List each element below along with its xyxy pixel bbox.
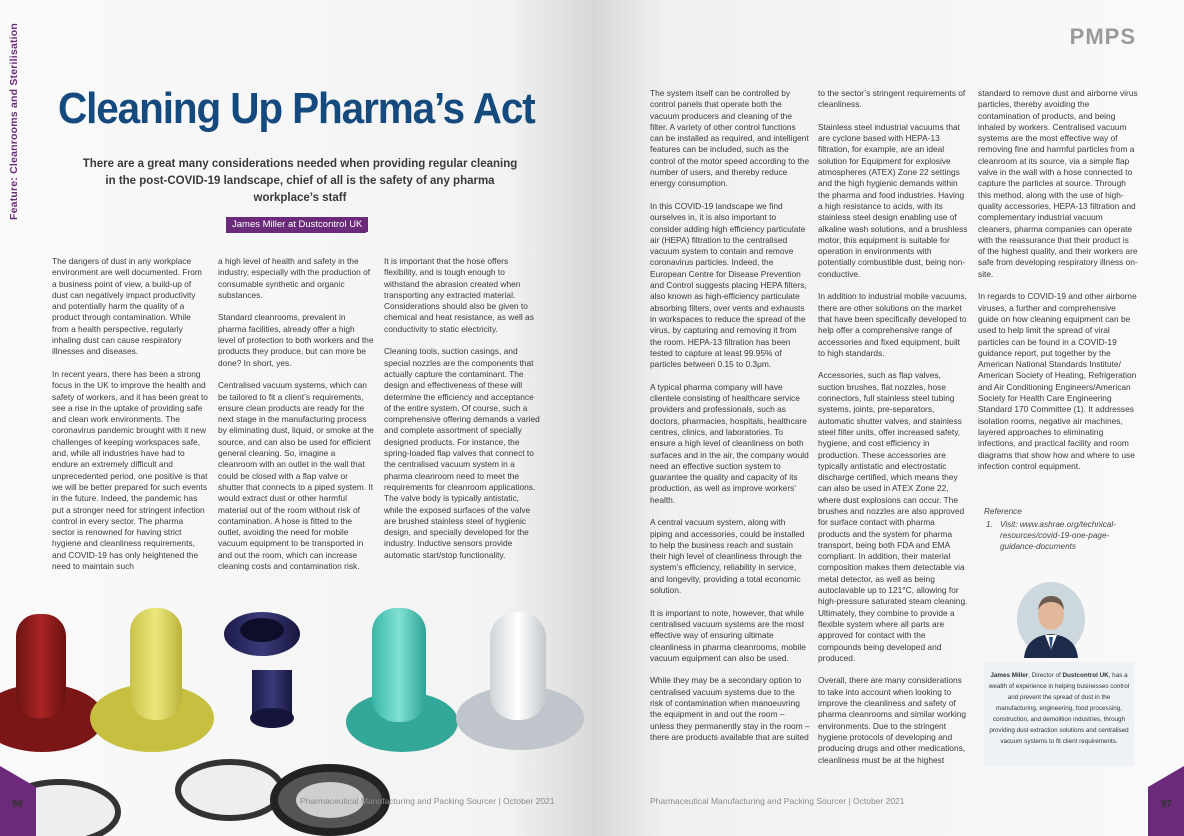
paragraph: A central vacuum system, along with piping and accessories, could be installed to help the business reach and sustain their high level of cleanliness through the system’s efficiency, reliability in service, and longevity, providing a total economic solution. [650,517,805,596]
author-bio [984,662,1134,766]
bio-name: James Miller [990,672,1029,679]
page-number: 96 [12,799,24,810]
paragraph: It is important to note, however, that while centralised vacuum systems are the most effective way of ensuring ultimate cleanliness in pharma cleanrooms, mobile vacuum equipment can also be used. [650,607,806,663]
body-column-2 [218,256,374,584]
paragraph: A typical pharma company will have clientele consisting of healthcare service providers and professionals, such as doctors, pharmacies, hospitals, healthcare centres, clinics, and laboratories. To ensure a high level of cleanliness on both surfaces and in the air, the company would need an effective suction system to guarantee the quality and capacity of its production, as well as improve workers’ health. [650,381,809,505]
reference-item [984,519,1144,552]
paragraph: The dangers of dust in any workplace environment are well documented. From a business point of view, a build-up of dust can negatively impact productivity and potentially harm the quality of a product through contamination. While from a health perspective, regularly inhaling dust can cause respiratory illnesses and diseases. [52,256,202,357]
paragraph: Centralised vacuum systems, which can be tailored to fit a client’s requirements, ensure clean products are ready for the next stage in the manufacturing process by eliminating dust, liquid, or smoke at the source, and can also be used for efficient general cleaning. So, imagine a cleanroom with an outlet in the wall that could be closed with a flap valve or shutter that connects to a piped system. It would extract dust or other harmful material out of the room without risk of contamination. A hose is fitted to the outlet, avoiding the need for mobile vacuum equipment to be transported in and out the room, which can increase cleaning costs and contamination risk. [218,380,374,572]
body-column-6 [978,88,1138,483]
reference-block [984,506,1144,552]
reference-heading: Reference [984,507,1022,516]
reference-link[interactable]: Visit: www.ashrae.org/technical-resources/covid-19-one-page-guidance-documents [1000,520,1116,551]
section-label-text: Feature: Cleanrooms and Sterilisation [8,22,20,220]
right-page [592,0,1184,836]
bio-company: Dustcontrol UK [1062,672,1109,679]
paragraph: Stainless steel industrial vacuums that are cyclone based with HEPA-13 filtration, for example, are an ideal solution for Equipment for explosive atmospheres (ATEX) Zone 22 settings and the high hygienic demands within the pharma and food industries. Having a high resistance to acids, with its stainless steel design enabling use of alkaline wash solutions, and a brushless motor, this equipment is suitable for operation in environments with potentially combustible dust, being non-conductive. [818,121,968,279]
article-standfirst: There are a great many considerations needed when providing regular cleaning in the post-COVID-19 landscape, chief of all is the safety of any pharma workplace’s staff [82,158,518,204]
paragraph: Overall, there are many considerations to take into account when looking to improve the cleanliness and safety of pharma cleanrooms and similar working environments. Due to the stringent hygiene protocols of developing and producing drugs and other medications, cleanliness must be at the highest [818,675,967,765]
section-label [8,20,22,220]
paragraph: The system itself can be controlled by control panels that operate both the vacuum producers and cleaning of the filter. A variety of other control functions can be installed as required, and intelligent features can be included, such as the control of the motor speed according to the number of users, and thereby reduce energy consumption. [650,88,810,189]
paragraph: to the sector’s stringent requirements of cleanliness. [818,88,966,110]
page-footer: Pharmaceutical Manufacturing and Packing Sourcer | October 2021 [300,796,555,806]
author-portrait [1016,580,1086,658]
author-byline: James Miller at Dustcontrol UK [226,217,368,232]
paragraph: In regards to COVID-19 and other airborne viruses, a further and comprehensive guide on how cleaning equipment can be used to help limit the spread of viral particles can be found in a COVID-19 guidance report, put together by the American National Standards Institute/ American Society of Heating, Refrigeration and Air Conditioning Engineers/American Society for Health Care Engineering Standard 170 Committee (1). It addresses isolation rooms, negative air machines, layered approaches to eliminating infections, and practical facility and room diagrams that show how and where to use infection control equipment. [978,291,1137,471]
publication-logo: PMPS [1069,24,1136,49]
bio-text-2: , has a wealth of experience in helping businesses control and prevent the spread of dust in the manufacturing, engineering, food processing, construction, and demolition industries, through providing dust extraction solutions and centralised vacuum systems to fit client requirements. [988,672,1130,745]
paragraph: Accessories, such as flap valves, suction brushes, flat nozzles, hose connectors, full stainless steel tubing systems, joints, pre-separators, automatic shutter valves, and stainless steel filter units, offer increased safety, hygiene, and cost efficiency in production. These accessories are typically antistatic and electrostatic discharge certified, which means they can also be used in ATEX Zone 22, where dust explosions can occur. The brushes and nozzles are also approved for surface contact with pharma products and the system for pharma transport, being both FDA and EMA compliant. In addition, their material composition makes them detectable via metal detector, as well as being autoclavable up to 121°C, allowing for high-pressure saturated steam cleaning. Ultimately, they combine to provide a flexible system where all parts are approved for contact with the compounds being developed and produced. [818,370,968,663]
paragraph: In recent years, there has been a strong focus in the UK to improve the health and safety of workers, and it has been great to see a rise in the uptake of providing safe and clean work environments. The coronavirus pandemic brought with it new challenges of keeping workspaces safe, and, while all industries have had to endure an extremely difficult and unprecedented period, one positive is that we will be better prepared for such events in the future. Indeed, the pandemic has put a stronger need for stringent infection control in every sector. The pharma sector is renowned for having strict hygiene and cleanliness requirements, and COVID-19 has only heightened the need to maintain such [52,368,208,572]
byline-rule [226,232,366,233]
paragraph: standard to remove dust and airborne virus particles, thereby avoiding the contamination of products, and being inhaled by workers. Centralised vacuum systems are the most effective way of removing fine and harmful particles from a cleanroom at its source, via a simple flap valve in the wall with a hose connected to capture the particles at source. Through this method, along with the use of high-quality accessories, HEPA-13 filtration and complementary industrial vacuum cleaners, pharma companies can operate with the reassurance that their product is of the highest quality, and their workers are safe from developing respiratory illness on-site. [978,88,1138,279]
bio-text-1: , Director of [1028,672,1063,679]
page-footer: Pharmaceutical Manufacturing and Packing Sourcer | October 2021 [650,796,905,806]
paragraph: In addition to industrial mobile vacuums, there are other solutions on the market that have been specifically developed to help offer a comprehensive range of accessories and fixed equipment, built to high standards. [818,291,967,358]
paragraph: In this COVID-19 landscape we find ourselves in, it is also important to consider adding high efficiency particulate air (HEPA) filtration to the centralised vacuum system to contain and remove coronavirus particles. Indeed, the European Centre for Disease Prevention and Control suggests placing HEPA filters, also known as high-efficiency particulate absorbing filters, over vents and exhausts in workspaces to reduce the spread of the virus, by capturing and removing it from the room. HEPA-13 filtration has been tested to capture at least 99.95% of particles between 0.15 to 0.3μm. [650,200,807,370]
paragraph: a high level of health and safety in the industry, especially with the production of consumable synthetic and organic substances. [218,256,371,300]
body-column-1 [52,256,208,584]
article-title: Cleaning Up Pharma’s Act [58,84,535,133]
page-number: 97 [1160,799,1172,810]
paragraph: Standard cleanrooms, prevalent in pharma facilities, already offer a high level of protection to both workers and the products they produce, but can more be done? In short, yes. [218,312,374,368]
paragraph: Cleaning tools, suction casings, and special nozzles are the components that actually capture the contaminant. The design and effectiveness of these will determine the efficiency and acceptance of the entire system. Of course, such a comprehensive offering demands a varied and complete assortment of specially designed products. For instance, the spring-loaded flap valves that connect to the centralised vacuum system in a pharma cleanroom need to meet the requirements for cleanroom applications. The valve body is typically antistatic, while the exposed surfaces of the valve are brushed stainless steel of hygienic design, and specially developed for the industry. Inductive sensors provide automatic start/stop functionality. [384,346,540,560]
paragraph: While they may be a secondary option to centralised vacuum systems due to the risk of contamination when manoeuvring the equipment in and out the room – unless they permanently stay in the room – there are products available that are suited [650,675,810,742]
body-column-5 [818,88,968,777]
body-column-4 [650,88,810,755]
body-column-3 [384,256,540,572]
reference-number: 1. [986,520,993,529]
paragraph: It is important that the hose offers flexibility, and is tough enough to withstand the abrasion created when transporting any extracted material. Considerations should also be given to chemical and heat resistance, as well as conductivity to static electricity. [384,256,534,334]
